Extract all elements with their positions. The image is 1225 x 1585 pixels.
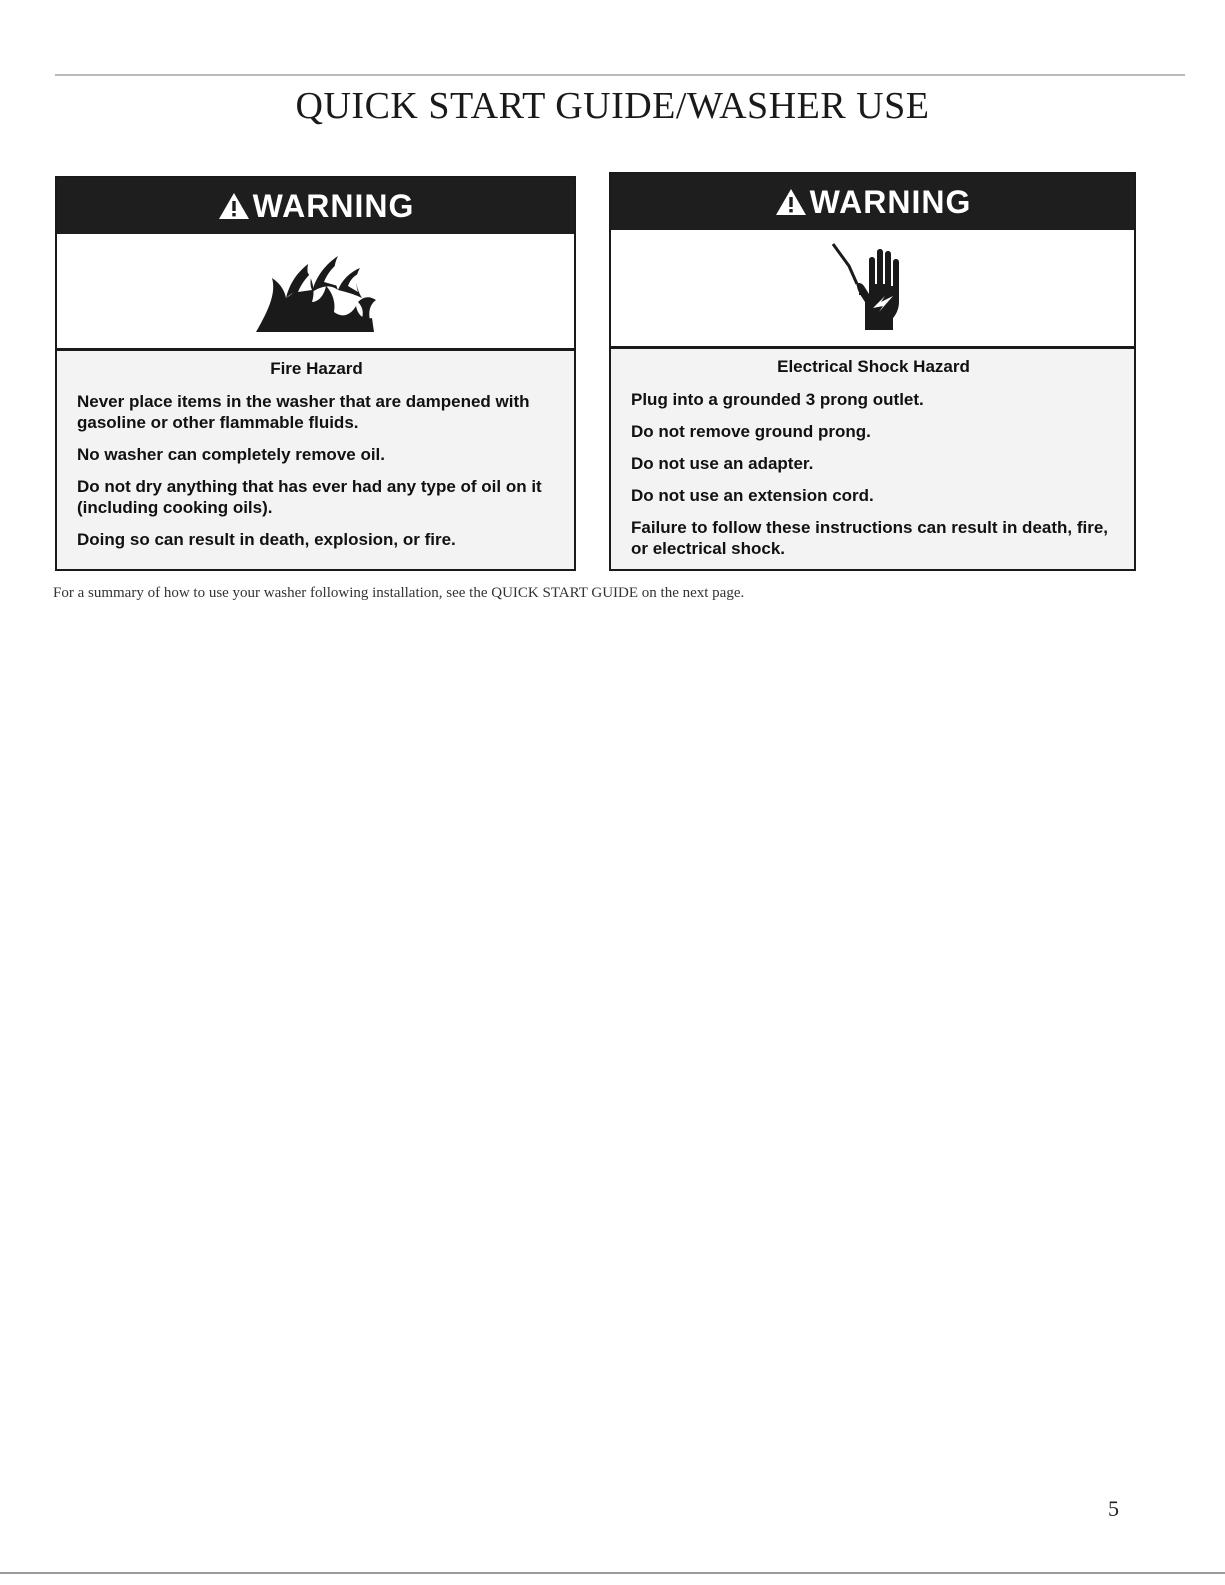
hazard-line: Plug into a grounded 3 prong outlet.	[631, 390, 924, 409]
hazard-line: Do not use an adapter.	[631, 454, 814, 473]
top-divider	[55, 74, 1185, 76]
electric-shock-icon	[823, 238, 923, 338]
hazard-line: Never place items in the washer that are dampened with gasoline or other flammable fluids.	[77, 392, 530, 432]
hazard-line: Do not use an extension cord.	[631, 486, 874, 505]
alert-triangle-icon	[774, 187, 808, 217]
bottom-divider	[0, 1572, 1225, 1574]
hazard-line: Failure to follow these instructions can result in death, fire, or electrical shock.	[631, 518, 1109, 558]
hazard-line: Doing so can result in death, explosion, or fire.	[77, 530, 456, 549]
warning-header	[57, 178, 574, 234]
hazard-title: Fire Hazard	[270, 359, 363, 378]
instruction-note: For a summary of how to use your washer following installation, see the QUICK START GUIDE on the next page.	[53, 585, 745, 601]
page-number: 5	[1108, 1496, 1119, 1521]
warning-label: WARNING	[252, 187, 415, 224]
hazard-symbol-panel	[611, 230, 1134, 346]
warning-label: WARNING	[809, 183, 972, 220]
hazard-title: Electrical Shock Hazard	[777, 357, 970, 376]
page-title: QUICK START GUIDE/WASHER USE	[295, 85, 930, 127]
hazard-symbol-panel	[57, 234, 574, 348]
warning-header	[611, 174, 1134, 230]
hazard-line: No washer can completely remove oil.	[77, 445, 386, 464]
warning-box-electrical	[609, 172, 1136, 571]
alert-triangle-icon	[217, 191, 251, 221]
hazard-line: Do not dry anything that has ever had any type of oil on it (including cooking oils).	[77, 477, 542, 517]
fire-hazard-icon	[246, 246, 386, 336]
hazard-text-panel	[57, 348, 574, 569]
hazard-line: Do not remove ground prong.	[631, 422, 871, 441]
warning-box-fire	[55, 176, 576, 571]
hazard-text-panel	[611, 346, 1134, 569]
